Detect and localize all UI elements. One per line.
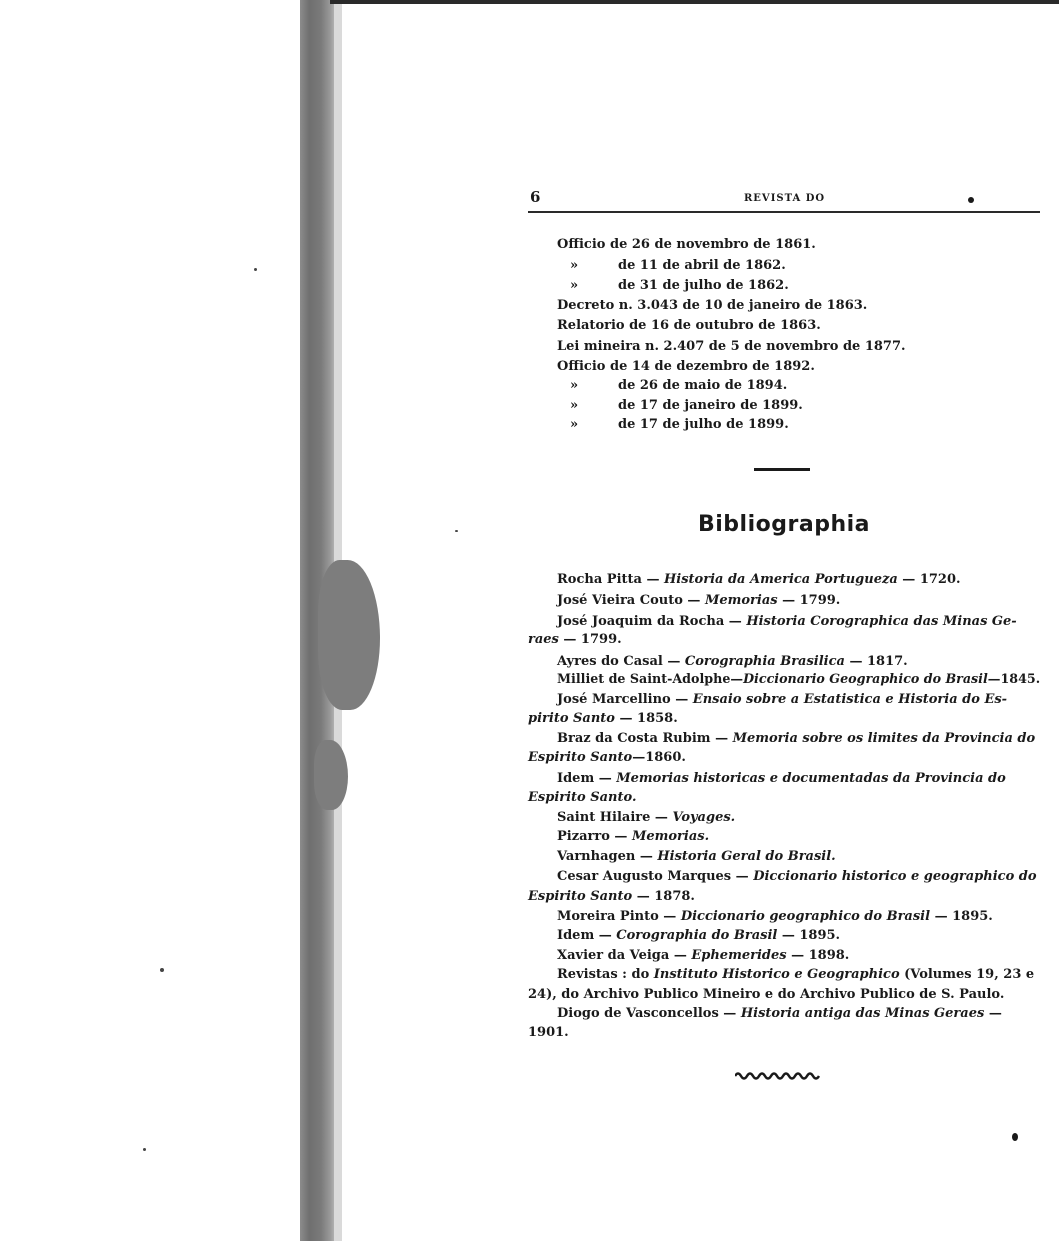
- bibliography-line: [557, 808, 735, 827]
- document-text: Decreto n. 3.043 de 10 de janeiro de 1863.: [557, 298, 868, 313]
- document-text: de 11 de abril de 1862.: [618, 258, 786, 273]
- header-rule: [528, 211, 1040, 216]
- document-entry: [557, 317, 821, 335]
- publication-year: —1845.: [987, 672, 1041, 687]
- paper-speck: [455, 530, 458, 532]
- ditto-mark: »: [570, 258, 579, 273]
- bibliography-line: [557, 652, 908, 671]
- author: Varnhagen —: [557, 849, 658, 864]
- work-title: Historia antiga das Minas Geraes: [740, 1006, 985, 1021]
- document-text: Officio de 14 de dezembro de 1892.: [557, 359, 815, 374]
- closing-ornament: [735, 1070, 821, 1082]
- page-number: 6: [530, 188, 541, 206]
- work-title: Memorias.: [631, 829, 710, 844]
- ditto-mark: »: [570, 278, 579, 293]
- ink-spot: [1012, 1133, 1018, 1141]
- bibliography-line: [557, 729, 1035, 748]
- section-divider: [754, 468, 810, 471]
- bibliography-line: [528, 1023, 569, 1042]
- bibliography-line: [528, 630, 622, 649]
- author: Pizarro —: [557, 829, 632, 844]
- document-entry: [557, 338, 906, 356]
- document-text: Lei mineira n. 2.407 de 5 de novembro de 1877.: [557, 339, 906, 354]
- header-dot: [968, 197, 974, 203]
- work-title: Memorias historicas e documentadas da Provincia do: [616, 771, 1006, 786]
- work-title: pirito Santo: [528, 711, 615, 726]
- publication-year: — 1720.: [897, 572, 961, 587]
- spine-smudge: [314, 740, 348, 810]
- document-text: de 26 de maio de 1894.: [618, 378, 788, 393]
- work-title: Corographia Brasilica: [684, 654, 845, 669]
- author: Idem —: [557, 928, 617, 943]
- bibliography-line: [557, 907, 993, 926]
- page-top-edge: [330, 0, 1059, 4]
- ditto-mark: »: [570, 378, 579, 393]
- ditto-mark: »: [570, 417, 579, 432]
- document-entry: [570, 277, 789, 295]
- author: Braz da Costa Rubim —: [557, 731, 733, 746]
- document-entry: [557, 297, 867, 315]
- bibliography-line: [557, 847, 836, 866]
- work-title: Espirito Santo: [528, 750, 633, 765]
- work-title: Voyages.: [672, 810, 736, 825]
- author: Revistas : do: [557, 967, 654, 982]
- work-title: Memorias: [704, 593, 778, 608]
- running-header: [528, 188, 1040, 210]
- author: José Vieira Couto —: [557, 593, 705, 608]
- work-title: Ensaio sobre a Estatistica e Historia do Es-: [692, 692, 1008, 707]
- publication-year: —1860.: [632, 750, 686, 765]
- work-title: Espirito Santo.: [528, 790, 637, 805]
- work-title: Historia Geral do Brasil.: [657, 849, 836, 864]
- bibliography-line: [557, 867, 1037, 886]
- document-entry: [557, 358, 815, 376]
- work-title: Diccionario historico e geographico do: [753, 869, 1037, 884]
- document-text: Relatorio de 16 de outubro de 1863.: [557, 318, 821, 333]
- bibliography-line: [528, 887, 695, 906]
- document-text: de 17 de julho de 1899.: [618, 417, 789, 432]
- bibliography-line: [557, 965, 1034, 984]
- work-title: Diccionario geographico do Brasil: [680, 909, 931, 924]
- bibliography-line: [557, 926, 840, 945]
- work-title: Diccionario Geographico do Brasil: [743, 672, 988, 687]
- author: Xavier da Veiga —: [557, 948, 692, 963]
- author: Idem —: [557, 771, 617, 786]
- bibliography-line: [557, 1004, 1002, 1023]
- document-entry: [570, 257, 786, 275]
- bibliography-line: [557, 769, 1006, 788]
- publication-year: —: [984, 1006, 1002, 1021]
- work-title: Espirito Santo: [528, 889, 633, 904]
- work-title: Historia da America Portugueza: [664, 572, 898, 587]
- work-title: Corographia do Brasil: [616, 928, 778, 943]
- author: Saint Hilaire —: [557, 810, 673, 825]
- author: Cesar Augusto Marques —: [557, 869, 754, 884]
- bibliography-line: [528, 709, 678, 728]
- spine-smudge: [318, 560, 380, 710]
- ditto-mark: »: [570, 398, 579, 413]
- publication-year: — 1799.: [777, 593, 841, 608]
- author: Rocha Pitta —: [557, 572, 664, 587]
- paper-speck: [143, 1148, 146, 1151]
- document-entry: [557, 236, 816, 254]
- running-title: REVISTA DO: [744, 193, 826, 204]
- bibliography-line: [557, 612, 1017, 631]
- publication-year: — 1898.: [786, 948, 850, 963]
- author: 1901.: [528, 1025, 569, 1040]
- work-title: raes: [528, 632, 559, 647]
- bibliography-line: [557, 570, 961, 589]
- work-title: Ephemerides: [691, 948, 787, 963]
- paper-speck: [254, 268, 257, 271]
- author: José Joaquim da Rocha —: [557, 614, 747, 629]
- bibliography-line: [528, 985, 1004, 1004]
- author: Ayres do Casal —: [557, 654, 685, 669]
- document-text: Officio de 26 de novembro de 1861.: [557, 237, 816, 252]
- section-title: Bibliographia: [698, 512, 870, 537]
- author: 24), do Archivo Publico Mineiro e do Archivo Publico de S. Paulo.: [528, 987, 1005, 1002]
- document-text: de 17 de janeiro de 1899.: [618, 398, 803, 413]
- work-title: Instituto Historico e Geographico: [653, 967, 900, 982]
- bibliography-line: [557, 946, 849, 965]
- document-entry: [570, 416, 789, 434]
- bibliography-line: [528, 788, 636, 807]
- publication-year: — 1799.: [558, 632, 622, 647]
- document-entry: [570, 377, 787, 395]
- publication-year: — 1817.: [844, 654, 908, 669]
- work-title: Historia Corographica das Minas Ge-: [746, 614, 1017, 629]
- publication-year: — 1895.: [777, 928, 841, 943]
- paper-speck: [160, 968, 164, 972]
- author: Diogo de Vasconcellos —: [557, 1006, 741, 1021]
- author: Moreira Pinto —: [557, 909, 681, 924]
- work-title: Memoria sobre os limites da Provincia do: [732, 731, 1036, 746]
- bibliography-line: [557, 670, 1040, 689]
- publication-year: — 1858.: [614, 711, 678, 726]
- document-entry: [570, 397, 803, 415]
- author: Milliet de Saint-Adolphe—: [557, 672, 744, 687]
- author: José Marcellino —: [557, 692, 693, 707]
- publication-year: — 1895.: [930, 909, 993, 924]
- publication-year: — 1878.: [632, 889, 695, 904]
- document-text: de 31 de julho de 1862.: [618, 278, 789, 293]
- publication-year: (Volumes 19, 23 e: [899, 967, 1035, 982]
- bibliography-line: [557, 690, 1007, 709]
- bibliography-line: [557, 591, 840, 610]
- bibliography-line: [528, 748, 686, 767]
- bibliography-line: [557, 827, 709, 846]
